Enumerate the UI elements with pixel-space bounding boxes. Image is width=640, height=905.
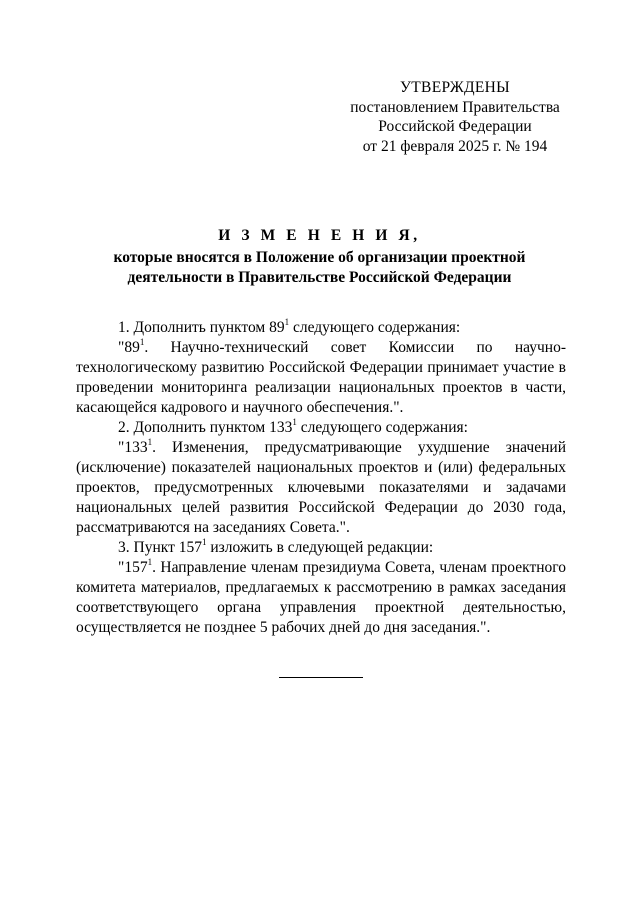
approval-line-3: от 21 февраля 2025 г. № 194 [362,137,548,155]
approval-line-2: Российской Федерации [378,118,532,135]
approval-stamp [330,78,580,156]
approval-heading: УТВЕРЖДЕНЫ [400,79,510,96]
title-main: И З М Е Н Е Н И Я, [218,227,421,244]
document-title [76,226,563,287]
item-3-quote: "$157^1$. Направление членам президиума Совета, членам проектного комитета материалов, предлагаемых к рассмотрению в рамках заседания соответствующего органа управления проектной деятельностью, осуществляется не позднее 5 рабочих дней до дня заседания.". [76,556,566,636]
item-3-instruction: 3. Пункт $157^1$ изложить в следующей редакции: [118,536,434,556]
item-1-quote: "$89^1$. Научно-технический совет Комиссии по научно-технологическому развитию Российской Федерации принимает участие в проведении мониторинга реализации национальных проектов в части, касающейся кадрового и научного обеспечения.". [76,336,566,416]
end-divider [279,677,363,678]
item-2-quote: "$133^1$. Изменения, предусматривающие ухудшение значений (исключение) показателей национальных проектов и (или) федеральных проектов, предусмотренных ключевыми показателями и задачами национальных целей развития Российской Федерации до 2030 года, рассматриваются на заседаниях Совета.". [76,436,566,536]
item-1-instruction: 1. Дополнить пунктом $89^1$ следующего содержания: [118,316,461,336]
title-line-2: деятельности в Правительстве Российской Федерации [127,268,512,286]
item-2-instruction: 2. Дополнить пунктом $133^1$ следующего содержания: [118,416,468,436]
title-line-1: которые вносятся в Положение об организации проектной [113,249,526,266]
approval-line-1: постановлением Правительства [350,98,560,116]
document-body [76,318,566,638]
